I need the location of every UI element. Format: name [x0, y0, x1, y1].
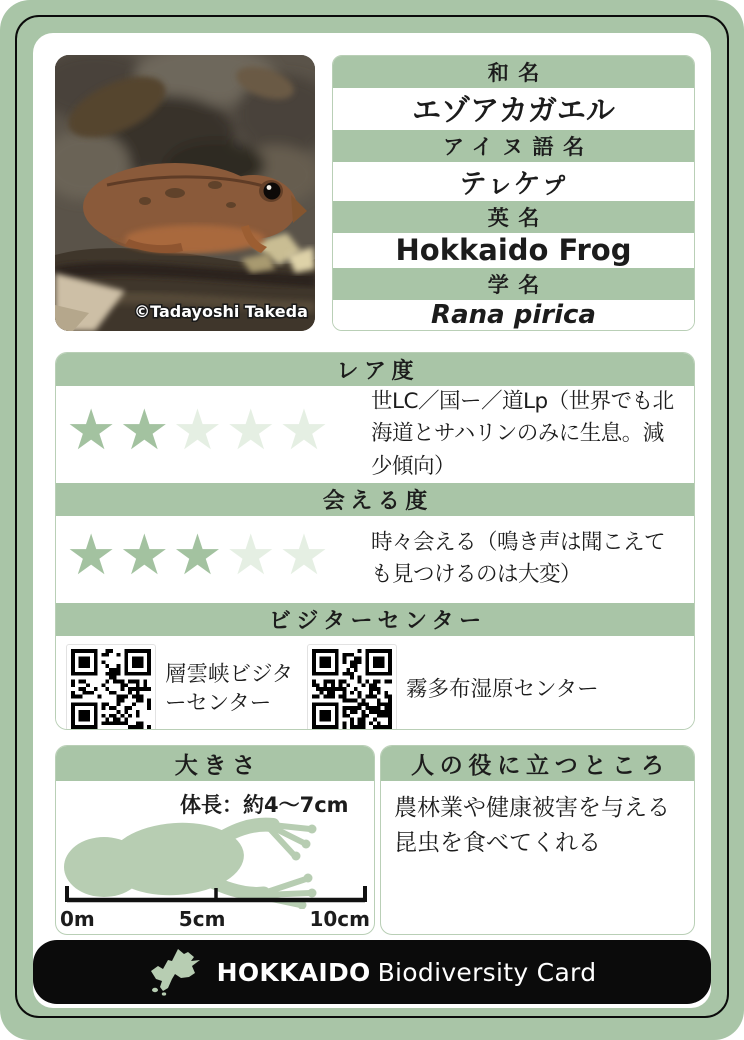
english-name-header: 英名 — [333, 201, 694, 233]
rarity-row — [56, 386, 694, 483]
ainu-name-value: テㇾケㇷ゚ — [333, 162, 694, 202]
size-body — [56, 781, 374, 934]
species-photo — [55, 55, 315, 331]
star-icon: ★ — [172, 523, 226, 589]
scale-tick-start: 0m — [60, 907, 95, 931]
star-icon: ★ — [66, 523, 120, 589]
ratings-panel — [55, 352, 695, 730]
star-icon: ★ — [119, 398, 173, 464]
scale-tick-middle: 5cm — [178, 907, 226, 931]
usefulness-panel — [380, 745, 695, 935]
visitor-center-row — [56, 636, 694, 730]
usefulness-text: 農林業や健康被害を与える昆虫を食べてくれる — [394, 795, 670, 856]
footer-brand-bar — [33, 940, 711, 1004]
star-icon: ★ — [278, 398, 333, 464]
brand-text — [217, 958, 597, 987]
visitor-center-item — [307, 644, 599, 730]
names-table — [332, 55, 695, 331]
qr-code-kiritappu — [307, 644, 397, 730]
rarity-description: 世LC／国ー／道Lp（世界でも北海道とサハリンのみに生息。減少傾向） — [371, 389, 674, 479]
japanese-name-header: 和名 — [333, 56, 694, 88]
visitor-center-name: 層雲峡ビジターセンター — [165, 662, 294, 717]
scientific-name-header: 学名 — [333, 268, 694, 300]
qr-code-sounkyo — [66, 644, 156, 730]
japanese-name-value: エゾアカガエル — [333, 88, 694, 130]
visitor-center-header: ビジターセンター — [56, 603, 694, 636]
star-icon: ★ — [119, 523, 173, 589]
star-icon: ★ — [225, 398, 279, 464]
encounter-stars — [66, 523, 371, 589]
encounter-header: 会える度 — [56, 483, 694, 516]
card-content-panel — [33, 33, 711, 1008]
rarity-stars — [66, 398, 371, 464]
size-panel — [55, 745, 375, 935]
star-icon: ★ — [172, 398, 226, 464]
visitor-center-item — [66, 644, 299, 730]
brand-bold: HOKKAIDO — [216, 957, 371, 987]
star-icon: ★ — [225, 523, 279, 589]
scale-labels — [60, 907, 370, 931]
usefulness-header: 人の役に立つところ — [381, 746, 694, 781]
rarity-header: レア度 — [56, 353, 694, 386]
scientific-name-value: Rana pirica — [333, 300, 694, 331]
frog-photo-illustration — [55, 55, 315, 331]
english-name-value: Hokkaido Frog — [333, 233, 694, 268]
visitor-center-name: 霧多布湿原センター — [406, 676, 599, 702]
star-icon: ★ — [66, 398, 120, 464]
body-length-label: 体長：約4〜7cm — [180, 793, 349, 817]
scale-tick-end: 10cm — [309, 907, 370, 931]
ainu-name-header: アイヌ語名 — [333, 130, 694, 162]
encounter-row — [56, 516, 694, 603]
photo-credit: ©Tadayoshi Takeda — [134, 302, 308, 321]
size-header: 大きさ — [56, 746, 374, 781]
size-scale-bar — [64, 884, 368, 906]
encounter-description: 時々会える（鳴き声は聞こえても見つけるのは大変） — [371, 530, 666, 588]
hokkaido-island-icon — [148, 947, 204, 997]
brand-rest: Biodiversity Card — [377, 957, 597, 987]
star-icon: ★ — [278, 523, 333, 589]
